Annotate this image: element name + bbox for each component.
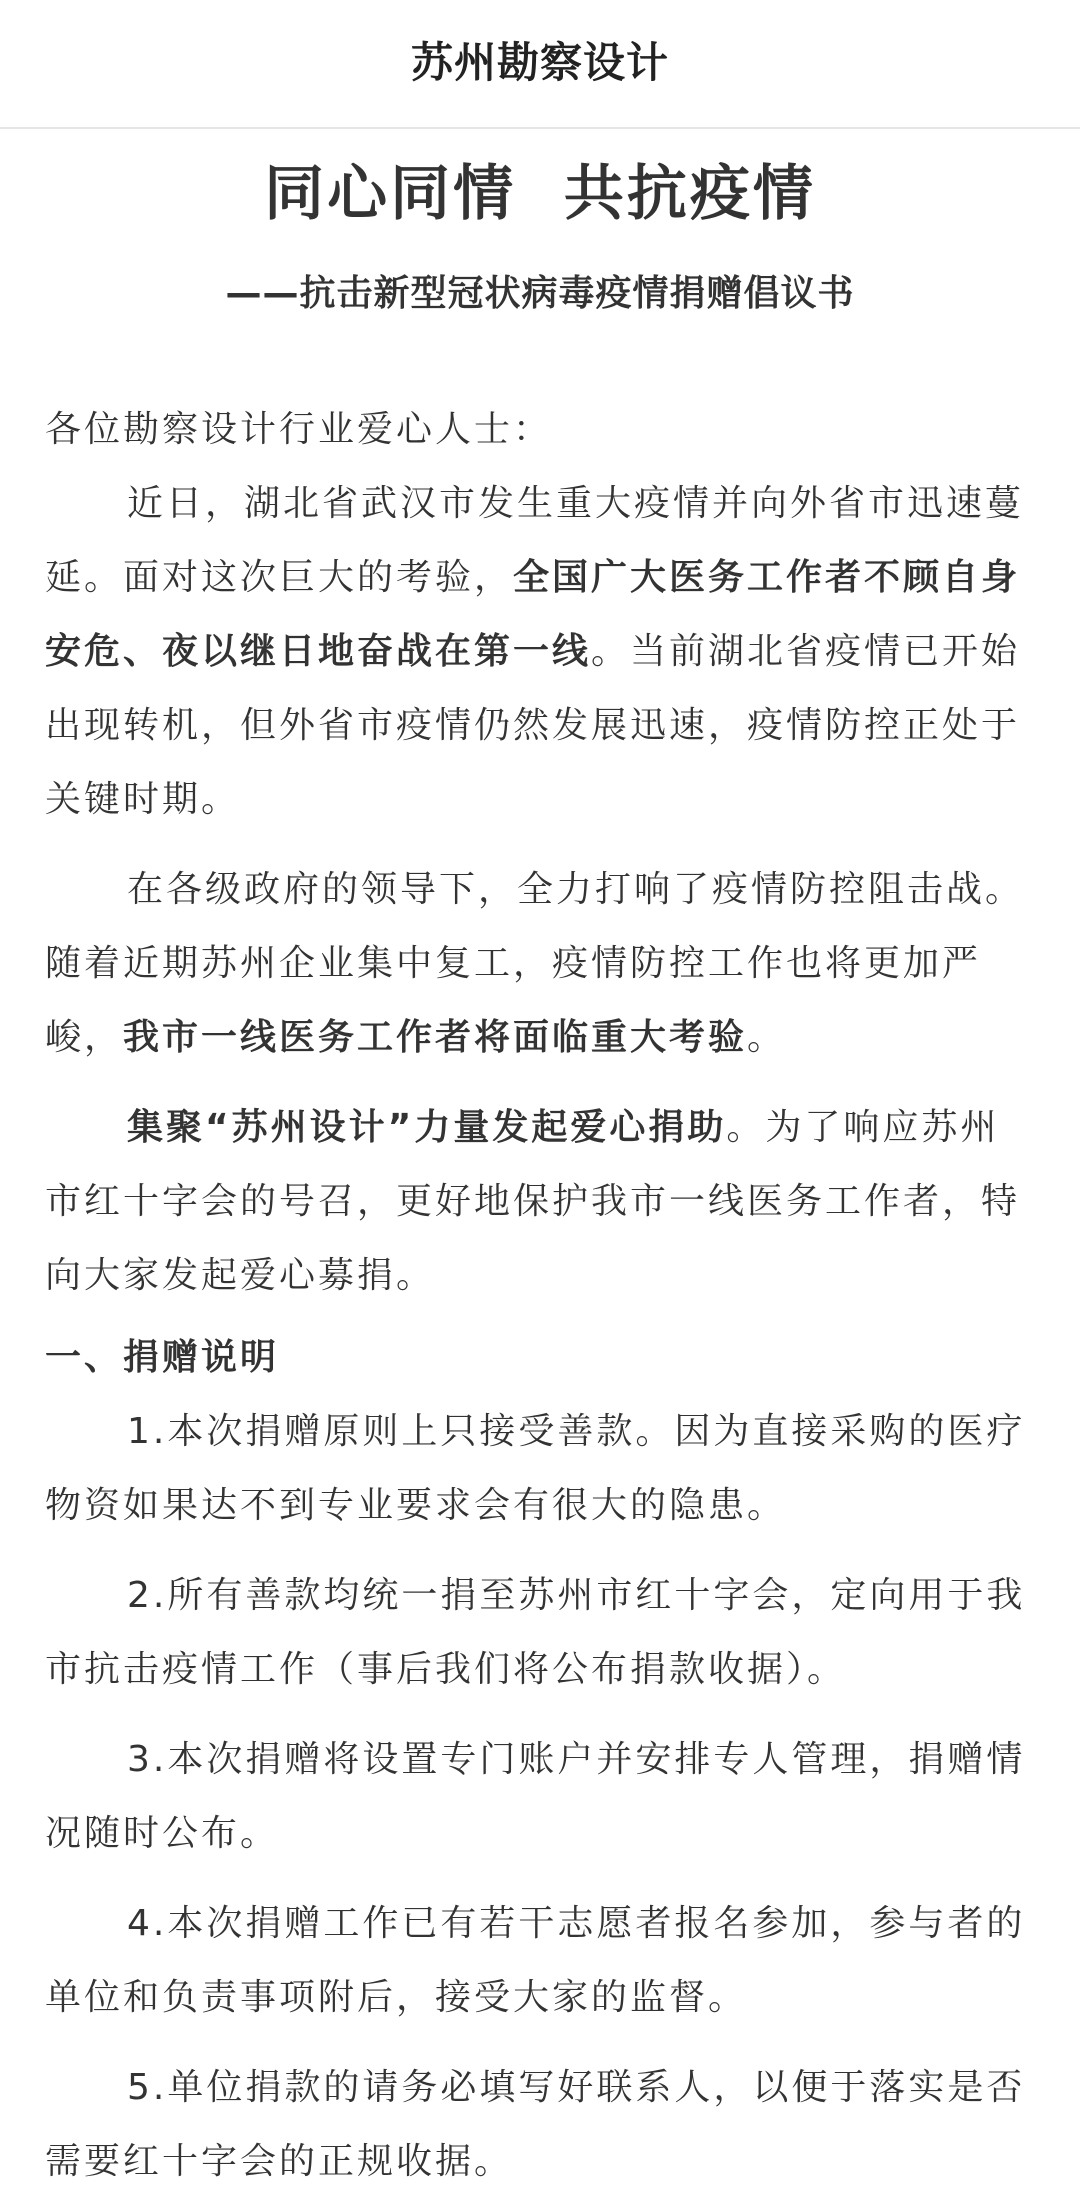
paragraph-text: 在各级政府的领导下，全力打响了疫情防控阻击战。随着近期苏州企业集中复工，疫情防控工作也将更加严峻， bbox=[45, 869, 1025, 1058]
paragraph-text: 。当前湖北省疫情已开始出现转机，但外省市疫情仍然发展迅速，疫情防控正处于关键时期。 bbox=[45, 631, 1021, 820]
paragraph-text: 近日，湖北省武汉市发生重大疫情并向外省市迅速蔓延。面对这次巨大的考验， bbox=[45, 483, 1025, 598]
paragraph-emphasis: 集聚“苏州设计”力量发起爱心捐助 bbox=[127, 1107, 727, 1148]
list-item: 3.本次捐赠将设置专门账户并安排专人管理，捐赠情况随时公布。 bbox=[45, 1739, 1026, 1854]
paragraph bbox=[45, 467, 1035, 837]
article-subtitle: ——抗击新型冠状病毒疫情捐赠倡议书 bbox=[225, 273, 855, 314]
paragraph-emphasis: 全国广大医务工作者不顾自身安危、夜以继日地奋战在第一线 bbox=[45, 557, 1021, 672]
list-item: 1.本次捐赠原则上只接受善款。因为直接采购的医疗物资如果达不到专业要求会有很大的隐患。 bbox=[45, 1411, 1026, 1526]
top-bar bbox=[0, 0, 1080, 129]
list-item: 4.本次捐赠工作已有若干志愿者报名参加，参与者的单位和负责事项附后，接受大家的监督。 bbox=[45, 1903, 1026, 2018]
account-title: 苏州勘察设计 bbox=[410, 38, 669, 87]
paragraph-emphasis: 我市一线医务工作者将面临重大考验 bbox=[123, 1017, 748, 1058]
section-heading: 一、捐赠说明 bbox=[45, 1337, 280, 1378]
paragraph-text: 。为了响应苏州市红十字会的号召，更好地保护我市一线医务工作者，特向大家发起爱心募捐。 bbox=[45, 1107, 1021, 1296]
article-body bbox=[45, 393, 1035, 2199]
article-title: 同心同情 共抗疫情 bbox=[264, 159, 816, 229]
salutation: 各位勘察设计行业爱心人士： bbox=[45, 409, 553, 450]
paragraph bbox=[45, 853, 1035, 1075]
list-item: 5.单位捐款的请务必填写好联系人，以便于落实是否需要红十字会的正规收据。 bbox=[45, 2067, 1026, 2182]
list-item: 2.所有善款均统一捐至苏州市红十字会，定向用于我市抗击疫情工作（事后我们将公布捐款收据）。 bbox=[45, 1575, 1026, 1690]
paragraph-text: 。 bbox=[747, 1017, 787, 1058]
paragraph bbox=[45, 1091, 1035, 1313]
